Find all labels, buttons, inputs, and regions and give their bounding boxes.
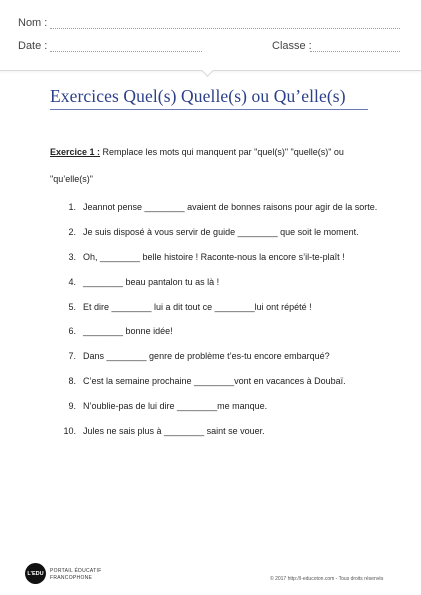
exercise-item xyxy=(58,269,378,294)
item-number: 2. xyxy=(68,227,76,238)
nom-label: Nom : xyxy=(18,17,48,29)
footer-copyright: © 2017 http://l-educoton.com - Tous droits réservés xyxy=(270,576,384,582)
worksheet-header xyxy=(0,0,421,71)
item-text: Jeannot pense ________ avaient de bonnes raisons pour agir de la sorte. xyxy=(83,202,378,213)
item-number: 10. xyxy=(63,425,76,436)
brand-line-1: PORTAIL ÉDUCATIF xyxy=(50,568,102,574)
page-title: Exercices Quel(s) Quelle(s) ou Qu’elle(s) xyxy=(50,86,346,106)
item-number: 8. xyxy=(68,375,76,386)
item-number: 3. xyxy=(68,251,76,262)
exercise-item xyxy=(58,319,378,344)
exercise-instruction xyxy=(50,139,370,193)
item-text: ________ bonne idée! xyxy=(83,326,173,337)
exercise-item xyxy=(58,418,378,443)
item-number: 4. xyxy=(68,276,76,287)
exercise-text: Remplace les mots qui manquent par "quel(s)" "quelle(s)" ou "qu’elle(s)" xyxy=(50,147,344,184)
exercise-list xyxy=(58,195,378,443)
footer-brand xyxy=(50,568,102,582)
exercise-item xyxy=(58,344,378,369)
item-text: N’oublie-pas de lui dire ________me manque. xyxy=(83,400,268,411)
exercise-item xyxy=(58,369,378,394)
item-number: 7. xyxy=(68,351,76,362)
brand-line-2: FRANCOPHONE xyxy=(50,575,93,581)
classe-line xyxy=(310,51,400,52)
exercise-item xyxy=(58,245,378,270)
item-text: Jules ne sais plus à ________ saint se vouer. xyxy=(83,425,265,436)
date-line xyxy=(50,51,202,52)
item-number: 5. xyxy=(68,301,76,312)
classe-label: Classe : xyxy=(272,40,312,52)
item-text: Et dire ________ lui a dit tout ce ________lui ont répété ! xyxy=(83,301,312,312)
date-label: Date : xyxy=(18,40,48,52)
exercise-label: Exercice 1 : xyxy=(50,147,101,157)
exercise-item xyxy=(58,393,378,418)
item-number: 6. xyxy=(68,326,76,337)
item-number: 9. xyxy=(68,400,76,411)
item-text: ________ beau pantalon tu as là ! xyxy=(83,276,220,287)
item-number: 1. xyxy=(68,202,76,213)
item-text: Je suis disposé à vous servir de guide ________ que soit le moment. xyxy=(83,227,359,238)
item-text: C’est la semaine prochaine ________vont en vacances à Doubaï. xyxy=(83,375,346,386)
nom-line xyxy=(50,28,400,29)
exercise-item xyxy=(58,195,378,220)
edu-logo: L’EDU xyxy=(25,563,46,584)
exercise-item xyxy=(58,220,378,245)
item-text: Dans ________ genre de problème t’es-tu encore embarqué? xyxy=(83,351,330,362)
item-text: Oh, ________ belle histoire ! Raconte-nous la encore s’il-te-plaît ! xyxy=(83,251,345,262)
title-underline xyxy=(50,109,368,110)
exercise-item xyxy=(58,294,378,319)
